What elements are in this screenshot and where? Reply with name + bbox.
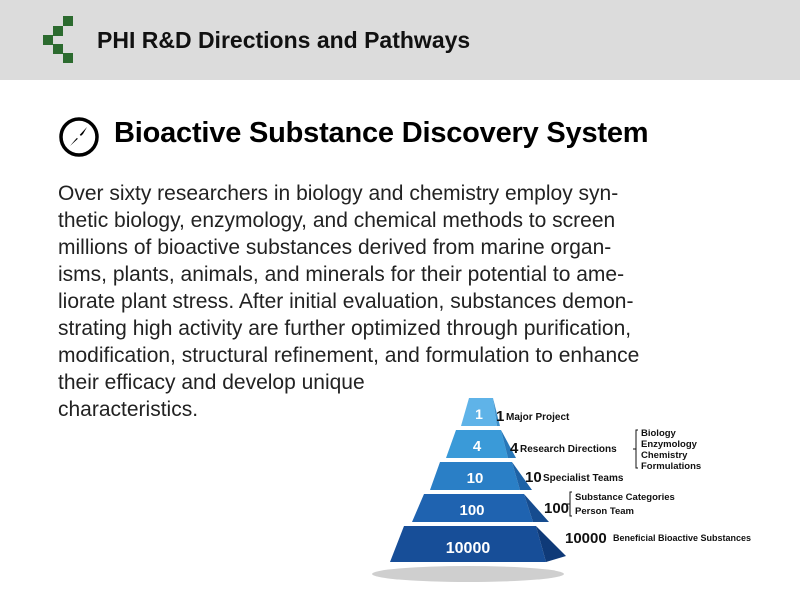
- paragraph-line: strating high activity are further optimized through purification,: [58, 317, 632, 340]
- pyramid-svg: [360, 390, 760, 590]
- paragraph-line: modification, structural refinement, and formulation to enhance: [58, 344, 640, 367]
- compass-icon: [58, 116, 100, 158]
- tier-number-3: 10: [466, 470, 484, 487]
- pyramid-shadow: [372, 566, 564, 582]
- section-title: Bioactive Substance Discovery System: [114, 117, 649, 149]
- paragraph-line: Over sixty researchers in biology and chemistry employ syn-: [58, 182, 619, 205]
- level-1-label: Major Project: [506, 412, 570, 423]
- level-3-number: 10: [525, 469, 542, 486]
- level-5-number: 10000: [565, 530, 607, 547]
- logo-icon: [43, 16, 73, 64]
- level-2-brace: [633, 430, 638, 468]
- paragraph-line: liorate plant stress. After initial evaluation, substances demon-: [58, 290, 634, 313]
- header-bar: [0, 0, 800, 80]
- tier-number-4: 100: [459, 502, 485, 519]
- description-paragraph: [58, 180, 639, 423]
- tier-number-2: 4: [472, 438, 482, 455]
- paragraph-line: isms, plants, animals, and minerals for their potential to ame-: [58, 263, 625, 286]
- tier-number-5: 10000: [445, 540, 491, 557]
- level-2-item: Chemistry: [641, 450, 688, 461]
- paragraph-line: their efficacy and develop unique: [58, 371, 365, 394]
- level-1-number: 1: [496, 408, 505, 425]
- level-4-number: 100: [544, 500, 570, 517]
- level-2-item: Formulations: [641, 461, 702, 472]
- level-4-item: Substance Categories: [575, 492, 675, 503]
- header-title: PHI R&D Directions and Pathways: [97, 27, 471, 53]
- tier-number-1: 1: [475, 406, 483, 422]
- level-3-label: Specialist Teams: [543, 473, 624, 484]
- level-2-label: Research Directions: [520, 444, 617, 455]
- level-4-item: Person Team: [575, 506, 634, 517]
- level-2-item: Enzymology: [641, 439, 697, 450]
- level-2-item: Biology: [641, 428, 676, 439]
- level-5-label: Beneficial Bioactive Substances: [613, 533, 752, 543]
- pyramid-diagram: [360, 390, 760, 590]
- paragraph-line: characteristics.: [58, 398, 199, 421]
- paragraph-line: millions of bioactive substances derived from marine organ-: [58, 236, 612, 259]
- level-2-number: 4: [510, 440, 519, 457]
- paragraph-line: thetic biology, enzymology, and chemical methods to screen: [58, 209, 616, 232]
